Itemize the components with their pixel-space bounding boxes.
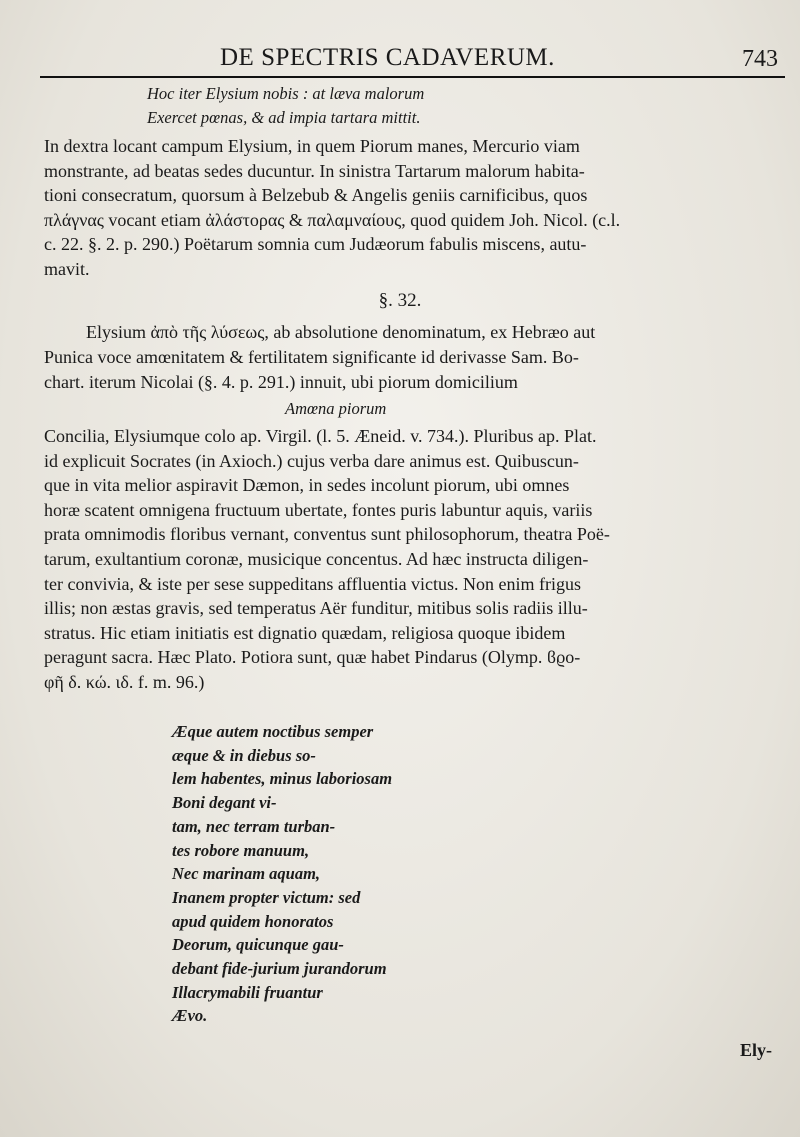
header-rule xyxy=(40,76,785,78)
text-line: φῆ δ. κώ. ιδ. f. m. 96.) xyxy=(44,671,205,692)
poem-line: Illacrymabili fruantur xyxy=(172,982,323,1002)
text-line: Concilia, Elysiumque colo ap. Virgil. (l. 5. Æneid. v. 734.). Pluribus ap. Plat. xyxy=(44,426,597,446)
text-line: illis; non æstas gravis, sed temperatus Aër funditur, mitibus solis radiis illu- xyxy=(44,598,588,619)
poem-line: debant fide-jurium jurandorum xyxy=(172,959,387,979)
poem-line: Æque autem noctibus semper xyxy=(172,722,374,741)
text-line: prata omnimodis floribus vernant, conventus sunt philosophorum, theatra Poë- xyxy=(44,524,610,545)
catchword: Ely- xyxy=(739,1040,772,1060)
poem-line: Inanem propter victum: sed xyxy=(172,887,361,907)
inline-verse: Amœna piorum xyxy=(285,399,387,418)
text-line: chart. iterum Nicolai (§. 4. p. 291.) innuit, ubi piorum domicilium xyxy=(44,371,518,392)
text-line: monstrante, ad beatas sedes ducuntur. In sinistra Tartarum malorum habita- xyxy=(44,160,585,181)
paragraph-1 xyxy=(44,134,792,282)
text-line: mavit. xyxy=(44,258,90,279)
poem-line: Boni degant vi- xyxy=(172,793,277,813)
paragraph-2-first xyxy=(86,320,792,345)
text-line: peragunt sacra. Hæc Plato. Potiora sunt, quæ habet Pindarus (Olymp. ϐϱο- xyxy=(44,647,581,668)
text-line: tioni consecratum, quorsum à Belzebub & Angelis geniis carnificibus, quos xyxy=(44,185,588,206)
poem-line: Deorum, quicunque gau- xyxy=(172,935,344,955)
poem-line: tam, nec terram turban- xyxy=(172,816,336,836)
text-line: c. 22. §. 2. p. 290.) Poëtarum somnia cum Judæorum fabulis miscens, autu- xyxy=(44,234,587,255)
poem-line: Nec marinam aquam, xyxy=(172,864,321,884)
text-line: que in vita melior aspiravit Dæmon, in sedes incolunt piorum, ubi omnes xyxy=(44,475,570,496)
page-header xyxy=(0,38,800,78)
running-title: DE SPECTRIS CADAVERUM. xyxy=(220,44,555,71)
text-line: Punica voce amœnitatem & fertilitatem significante id derivasse Sam. Bo- xyxy=(44,347,579,367)
text-line: horæ scatent omnigena fructuum ubertate, fontes puris labuntur aquis, variis xyxy=(44,499,593,520)
text-line: ter convivia, & iste per sese suppeditans affluentia victus. Non enim frigus xyxy=(44,573,582,594)
verse-line: Hoc iter Elysium nobis : at læva malorum xyxy=(147,84,425,103)
page-number: 743 xyxy=(742,46,778,72)
text-line: id explicuit Socrates (in Axioch.) cujus verba dare animus est. Quibuscun- xyxy=(44,450,579,471)
poem-line: lem habentes, minus laboriosam xyxy=(172,769,393,789)
verse-line: Exercet pœnas, & ad impia tartara mittit. xyxy=(147,108,421,127)
text-line: Elysium ἀπὸ τῆς λύσεως, ab absolutione denominatum, ex Hebræo aut xyxy=(86,322,596,342)
pindar-poem xyxy=(172,720,392,1028)
text-line: In dextra locant campum Elysium, in quem Piorum manes, Mercurio viam xyxy=(44,136,580,156)
text-line: stratus. Hic etiam initiatis est dignatio quædam, religiosa quoque ibidem xyxy=(44,622,566,643)
poem-line: tes robore manuum, xyxy=(172,840,310,860)
poem-line: apud quidem honoratos xyxy=(172,911,334,931)
section-heading: §. 32. xyxy=(378,290,422,311)
text-line: tarum, exultantium coronæ, musicique concentus. Ad hæc instructa diligen- xyxy=(44,548,589,569)
poem-line: æque & in diebus so- xyxy=(172,745,316,765)
paragraph-2 xyxy=(44,345,792,394)
text-line: πλάγνας vocant etiam ἀλάστορας & παλαμναίους, quod quidem Joh. Nicol. (c.l. xyxy=(44,209,621,230)
poem-line: Ævo. xyxy=(172,1006,208,1026)
paragraph-3 xyxy=(44,424,792,695)
